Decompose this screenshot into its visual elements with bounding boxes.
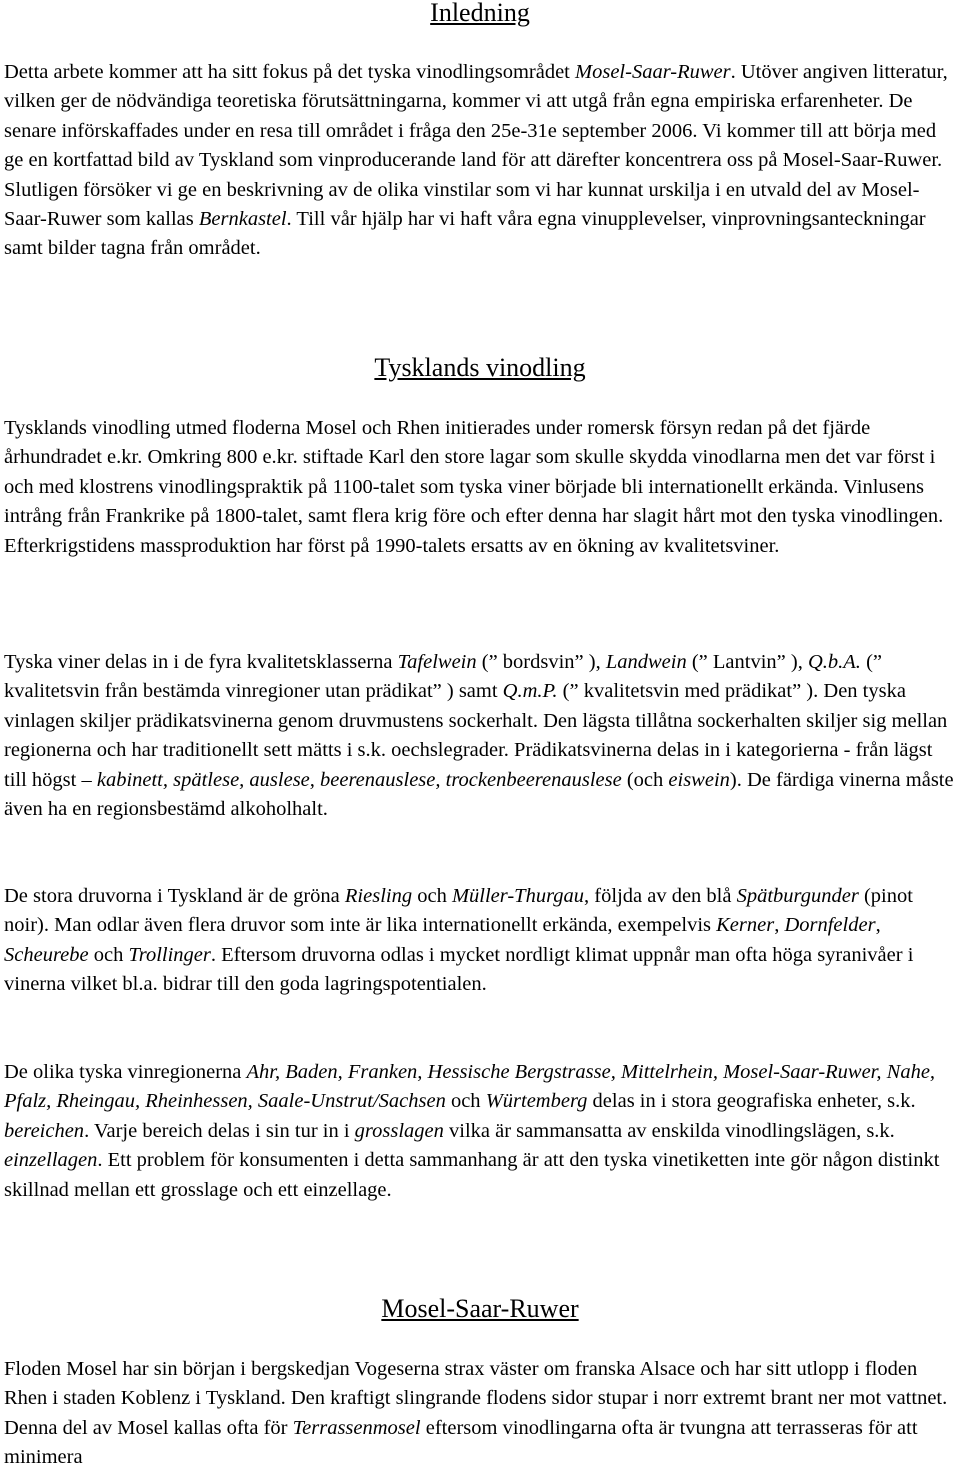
italic-text-run: Scheurebe: [4, 943, 89, 966]
italic-text-run: Ahr, Baden, Franken, Hessische Bergstrasse, Mittelrhein, Mosel-Saar-Ruwer, Nahe, Pfalz, Rheingau, Rheinhessen, Saale-Unstrut/Sachsen: [4, 1061, 936, 1113]
text-run: (” bordsvin” ),: [476, 651, 606, 673]
italic-text-run: Dornfelder: [784, 914, 876, 937]
text-run: . Till vår hjälp har vi haft våra egna vinupplevelser, vinprovningsanteckningar samt bilder tagna från området.: [4, 208, 926, 260]
paragraph-vinodling-historia: [4, 414, 956, 561]
text-run: (” kvalitetsvin med prädikat” ). Den tyska vinlagen skiljer prädikatsvinerna genom druvmustens sockerhalt. Den lägsta tillåtna sockerhalten skiljer sig mellan regionerna och har traditionellt sett mätts i s.k. oechslegrader. Prädikatsvinerna delas in i kategorierna - från lägst till högst –: [4, 680, 948, 791]
heading-mosel-saar-ruwer: Mosel-Saar-Ruwer: [381, 1294, 579, 1323]
text-run: ,: [875, 914, 881, 937]
text-run: vilka är sammansatta av enskilda vinodlingslägen, s.k.: [443, 1119, 895, 1142]
italic-text-run: Terrassenmosel: [292, 1416, 421, 1439]
italic-text-run: Trollinger: [128, 943, 211, 966]
text-run: Detta arbete kommer att ha sitt fokus på det tyska vinodlingsområdet: [4, 61, 576, 83]
text-run: eftersom vinodlingarna ofta är tvungna att terrasseras för att minimera: [4, 1416, 918, 1469]
text-run: (” kvalitetsvin från bestämda vinregioner utan prädikat” ) samt: [4, 651, 882, 703]
paragraph-mosel: [4, 1355, 956, 1473]
italic-text-run: Mosel-Saar-Ruwer: [575, 61, 731, 83]
text-run: (och: [621, 768, 669, 791]
text-run: . Varje bereich delas i sin tur in i: [84, 1119, 355, 1142]
italic-text-run: Riesling: [344, 885, 413, 907]
italic-text-run: Tafelwein: [397, 651, 477, 673]
text-run: De olika tyska vinregionerna: [4, 1061, 247, 1083]
italic-text-run: kabinett, spätlese, auslese, beerenauslese, trockenbeerenauslese: [96, 768, 622, 791]
italic-text-run: bereichen: [4, 1119, 85, 1142]
paragraph-vinregioner: [4, 1058, 956, 1205]
paragraph-druvor: [4, 882, 956, 1000]
italic-text-run: Würtemberg: [485, 1090, 588, 1113]
paragraph-inledning-1: [4, 58, 956, 264]
text-run: och: [445, 1090, 486, 1113]
text-run: ). De färdiga vinerna måste även ha en regionsbestämd alkoholhalt.: [4, 768, 954, 821]
text-run: och: [88, 943, 129, 966]
italic-text-run: Q.b.A.: [807, 651, 861, 673]
italic-text-run: Müller-Thurgau: [451, 885, 585, 907]
text-run: Floden Mosel har sin början i bergskedjan Vogeserna strax väster om franska Alsace och har sitt utlopp i floden Rhen i staden Koblenz i Tyskland. Den kraftigt slingrande flodens sidor stupar i norr extremt brant ner mot vattnet. Denna del av Mosel kallas ofta för: [4, 1358, 948, 1439]
text-run: . Utöver angiven litteratur, vilken ger de nödvändiga teoretiska förutsättningarna, kommer vi att utgå från egna empiriska erfarenheter. De senare införskaffades under en resa till området i fråga den 25e-31e september 2006. Vi kommer till att börja med ge en kortfattad bild av Tyskland som vinproducerande land för att därefter koncentrera oss på Mosel-Saar-Ruwer. Slutligen försöker vi ge en beskrivning av de olika vinstilar som vi har kunnat urskilja i en utvald del av Mosel-Saar-Ruwer som kallas: [4, 61, 948, 231]
italic-text-run: eiswein: [668, 768, 730, 791]
text-run: ,: [774, 914, 785, 937]
heading-tysklands-vinodling: Tysklands vinodling: [374, 353, 586, 382]
text-run: . Ett problem för konsumenten i detta sammanhang är att den tyska vinetiketten inte gör någon distinkt skillnad mellan ett grosslage och ett einzellage.: [4, 1149, 940, 1201]
italic-text-run: Landwein: [605, 651, 687, 673]
heading-inledning: Inledning: [430, 0, 530, 27]
text-run: och: [412, 885, 452, 907]
italic-text-run: Kerner: [716, 914, 775, 937]
text-run: Tyska viner delas in i de fyra kvalitetsklasserna: [4, 651, 398, 673]
text-run: (” Lantvin” ),: [686, 651, 808, 673]
italic-text-run: Spätburgunder: [736, 885, 859, 907]
text-run: . Eftersom druvorna odlas i mycket nordligt klimat uppnår man ofta höga syranivåer i vinerna vilket bl.a. bidrar till den goda lagringspotentialen.: [4, 943, 914, 996]
text-run: Tysklands vinodling utmed floderna Mosel och Rhen initierades under romersk försyn redan på det fjärde århundradet e.kr. Omkring 800 e.kr. stiftade Karl den store lagar som skulle skydda vinodlarna men det var först i och med klostrens vinodlingspraktik på 1100-talet som tyska viner började bli internationellt erkända. Vinlusens intrång från Frankrike på 1800-talet, samt flera krig före och efter denna har slagit hårt mot den tyska vinodlingen. Efterkrigstidens massproduktion har först på 1990-talets ersatts av en ökning av kvalitetsviner.: [4, 417, 944, 557]
text-run: delas in i stora geografiska enheter, s.k.: [587, 1090, 916, 1113]
italic-text-run: einzellagen: [4, 1149, 98, 1172]
italic-text-run: grosslagen: [354, 1119, 444, 1142]
text-run: , följda av den blå: [584, 885, 737, 907]
text-run: De stora druvorna i Tyskland är de gröna: [4, 885, 345, 907]
text-run: (pinot noir). Man odlar även flera druvor som inte är lika internationellt erkända, exempelvis: [4, 885, 913, 937]
paragraph-kvalitetsklasser: [4, 648, 956, 824]
italic-text-run: Bernkastel: [198, 208, 287, 231]
italic-text-run: Q.m.P.: [502, 680, 558, 703]
